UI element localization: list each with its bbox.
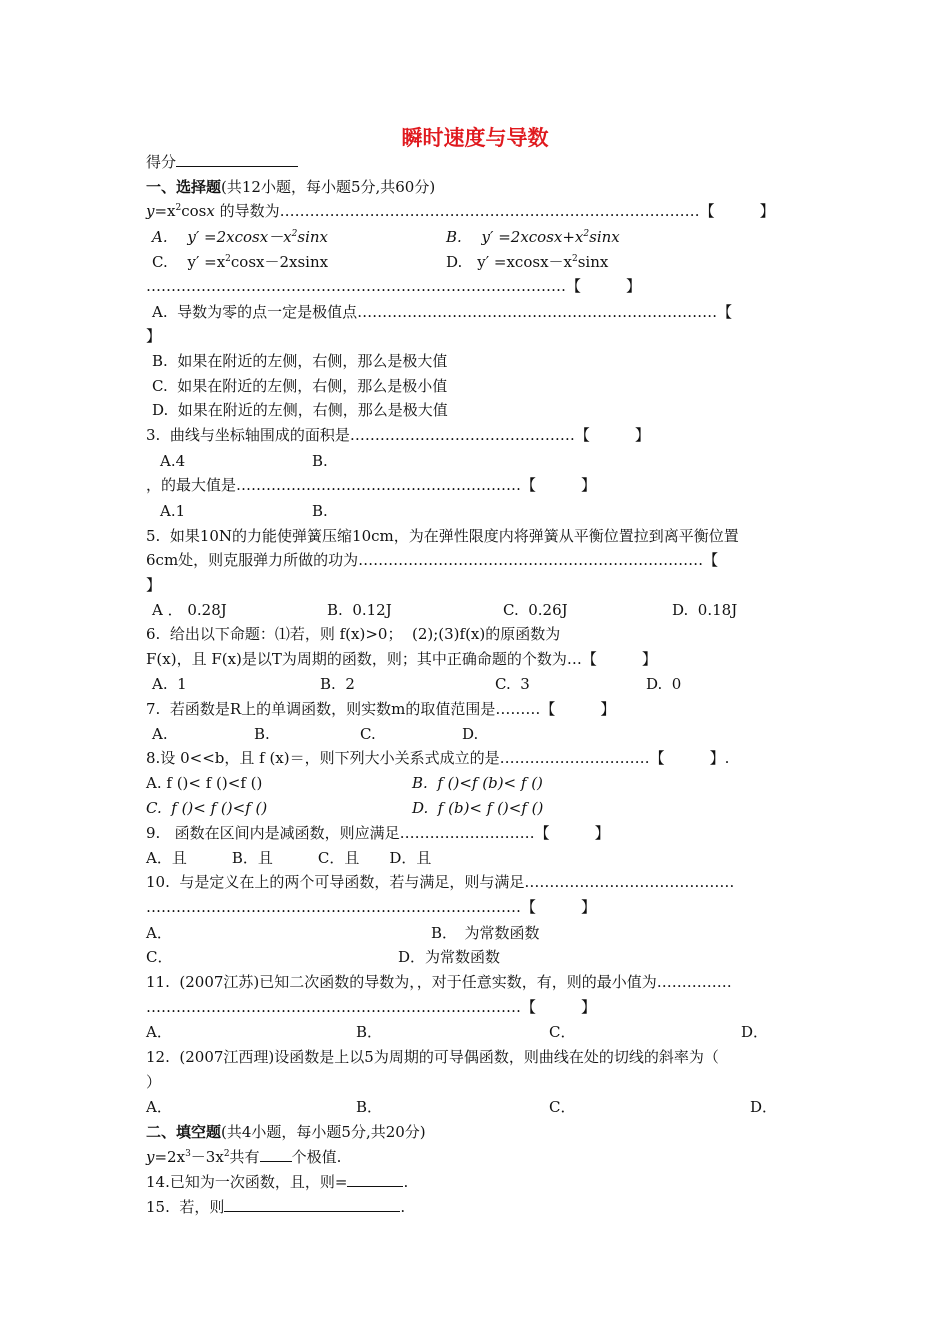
question-7-stem bbox=[146, 697, 615, 721]
q1-stem-cos: cos bbox=[181, 202, 207, 220]
q1-leader-dots: ………………………………………………………………………… bbox=[279, 202, 700, 220]
question-10-line-1: 10. 与是定义在上的两个可导函数，若与满足，则与满足…………………………………… bbox=[146, 873, 735, 891]
question-10-line-2 bbox=[146, 895, 596, 919]
q5-bracket-close[interactable]: 】 bbox=[146, 576, 162, 594]
question-12-line-2: ） bbox=[146, 1073, 162, 1091]
q10-option-b[interactable]: B． 为常数函数 bbox=[431, 924, 540, 942]
q6-option-b[interactable]: B. 2 bbox=[320, 675, 355, 693]
q2-bracket-close[interactable]: 】 bbox=[146, 327, 162, 345]
q5-bracket-open[interactable]: 【 bbox=[703, 551, 719, 569]
section-1-note: (共12小题，每小题5分,共60分) bbox=[221, 178, 436, 196]
q9-options[interactable]: A．且 B．且 C．且 D．且 bbox=[146, 849, 432, 867]
q10-option-a[interactable]: A． bbox=[146, 924, 172, 942]
question-4-stem bbox=[146, 473, 596, 497]
question-12-line-1: 12. (2007江西理)设函数是上以5为周期的可导偶函数，则曲线在处的切线的斜率为（ bbox=[146, 1048, 719, 1066]
q4-option-a[interactable]: A.1 bbox=[160, 502, 186, 520]
q13-term-1: =2x bbox=[154, 1148, 186, 1166]
q5-line-2-text: 6cm处，则克服弹力所做的功为…………………………………………………………… bbox=[146, 551, 704, 569]
section-2-note: (共4小题，每小题5分,共20分) bbox=[221, 1123, 426, 1141]
q8-option-c[interactable]: C. f ()< f ()<f () bbox=[146, 799, 268, 817]
question-8-stem bbox=[146, 746, 729, 770]
q1-option-a-text: A. y′ =2xcosx－x bbox=[152, 228, 292, 246]
question-3-stem bbox=[146, 423, 650, 447]
q11-option-b[interactable]: B． bbox=[356, 1023, 383, 1041]
q14-answer-blank[interactable] bbox=[347, 1170, 403, 1187]
q3-option-a[interactable]: A.4 bbox=[160, 452, 186, 470]
q1-option-a-sup: 2 bbox=[291, 229, 298, 239]
q4-answer-bracket[interactable]: 【 】 bbox=[521, 476, 597, 494]
q5-option-c[interactable]: C. 0.26J bbox=[503, 601, 568, 619]
question-13 bbox=[146, 1145, 341, 1169]
q8-option-a[interactable]: A. f ()< f ()<f () bbox=[146, 774, 263, 792]
question-6-line-2 bbox=[146, 647, 657, 671]
q7-text: 7. 若函数是R上的单调函数，则实数m的取值范围是……… bbox=[146, 700, 541, 718]
q1-stem-x: =x bbox=[154, 202, 176, 220]
q1-option-b-text: B. y′ =2xcosx+x bbox=[446, 228, 584, 246]
q1-option-c-tail: cosx－2xsinx bbox=[230, 253, 329, 271]
q6-answer-bracket[interactable]: 【 】 bbox=[581, 650, 657, 668]
q12-option-c[interactable]: C． bbox=[549, 1098, 576, 1116]
score-line bbox=[146, 150, 298, 174]
q13-sup-2: 2 bbox=[223, 1149, 230, 1159]
q11-answer-bracket[interactable]: 【 】 bbox=[521, 998, 597, 1016]
question-2-stem bbox=[146, 274, 641, 298]
q5-option-b[interactable]: B. 0.12J bbox=[327, 601, 392, 619]
q2-option-b[interactable]: B. 如果在附近的左侧，右侧，那么是极大值 bbox=[152, 352, 448, 370]
q10-option-d[interactable]: D．为常数函数 bbox=[398, 948, 501, 966]
section-1-heading bbox=[146, 175, 435, 199]
q9-answer-bracket[interactable]: 【 】 bbox=[534, 824, 610, 842]
q7-answer-bracket[interactable]: 【 】 bbox=[540, 700, 616, 718]
q13-answer-blank[interactable] bbox=[260, 1145, 292, 1162]
q7-option-d[interactable]: D. bbox=[462, 725, 479, 743]
q2-option-a[interactable] bbox=[152, 300, 732, 324]
page-title: 瞬时速度与导数 bbox=[401, 126, 549, 150]
question-11-line-1: 11. (2007江苏)已知二次函数的导数为，，对于任意实数，有，则的最小值为…………… bbox=[146, 973, 732, 991]
q1-option-c-text: C. y′ =x bbox=[152, 253, 226, 271]
q8-text: 8.设 0<<b，且 f (x)＝，则下列大小关系式成立的是………………………… bbox=[146, 749, 650, 767]
q8-answer-bracket[interactable]: 【 】. bbox=[649, 749, 730, 767]
q2-option-a-dots: ……………………………………………………………… bbox=[357, 303, 718, 321]
q15-answer-blank[interactable] bbox=[224, 1195, 400, 1212]
q5-option-d[interactable]: D. 0.18J bbox=[672, 601, 738, 619]
q6-option-a[interactable]: A. 1 bbox=[152, 675, 187, 693]
q3-answer-bracket[interactable]: 【 】 bbox=[574, 426, 650, 444]
q2-bracket-open[interactable]: 【 bbox=[717, 303, 733, 321]
q1-option-a[interactable] bbox=[152, 225, 328, 249]
question-14 bbox=[146, 1170, 408, 1194]
q14-text: 14.已知为一次函数，且，则= bbox=[146, 1173, 348, 1191]
section-2-label: 二、填空题 bbox=[146, 1123, 222, 1141]
q1-option-d-text: D. y′ =xcosx－x bbox=[446, 253, 572, 271]
q8-option-d[interactable]: D. f (b)< f ()<f () bbox=[412, 799, 544, 817]
q1-option-c[interactable] bbox=[152, 250, 328, 274]
q1-stem-text: 的导数为 bbox=[214, 202, 280, 220]
q1-option-d[interactable] bbox=[446, 250, 608, 274]
section-1-label: 一、选择题 bbox=[146, 178, 222, 196]
q1-option-b-sup: 2 bbox=[583, 229, 590, 239]
q1-option-d-tail: sinx bbox=[577, 253, 609, 271]
q6-option-d[interactable]: D. 0 bbox=[646, 675, 682, 693]
q2-option-a-text: A. 导数为零的点一定是极值点 bbox=[152, 303, 358, 321]
q1-stem-y: y bbox=[146, 202, 155, 220]
q11-line-2-dots: ………………………………………………………………… bbox=[146, 998, 521, 1016]
q6-option-c[interactable]: C. 3 bbox=[495, 675, 530, 693]
q7-option-a[interactable]: A. bbox=[152, 725, 168, 743]
q12-option-d[interactable]: D． bbox=[750, 1098, 778, 1116]
score-blank[interactable] bbox=[176, 150, 298, 167]
q4-option-b[interactable]: B. bbox=[312, 502, 328, 520]
q2-leader-dots: ………………………………………………………………………… bbox=[146, 277, 566, 295]
q1-option-c-sup: 2 bbox=[225, 254, 231, 264]
q11-option-c[interactable]: C． bbox=[549, 1023, 576, 1041]
q1-stem-sup: 2 bbox=[175, 203, 182, 213]
q13-sup-1: 3 bbox=[185, 1149, 191, 1159]
q13-text: 共有 bbox=[229, 1148, 260, 1166]
section-2-heading bbox=[146, 1120, 426, 1144]
q1-stem-var: x bbox=[206, 202, 215, 220]
question-9-stem bbox=[146, 821, 610, 845]
q4-text: ，的最大值是………………………………………………… bbox=[146, 476, 522, 494]
q11-option-a[interactable]: A． bbox=[146, 1023, 172, 1041]
question-5-line-2 bbox=[146, 548, 718, 572]
q10-line-2-dots: ………………………………………………………………… bbox=[146, 898, 521, 916]
q1-option-b[interactable] bbox=[446, 225, 620, 249]
q7-option-b[interactable]: B. bbox=[254, 725, 270, 743]
score-label: 得分 bbox=[146, 153, 177, 171]
q15-text: 15. 若，则 bbox=[146, 1198, 225, 1216]
q10-option-c[interactable]: C． bbox=[146, 948, 173, 966]
q6-line-2-text: F(x)，且 F(x)是以T为周期的函数，则；其中正确命题的个数为… bbox=[146, 650, 582, 668]
q15-text-end: . bbox=[400, 1198, 406, 1216]
q12-option-a[interactable]: A． bbox=[146, 1098, 172, 1116]
question-5-line-1: 5. 如果10N的力能使弹簧压缩10cm，为在弹性限度内将弹簧从平衡位置拉到离平衡位置 bbox=[146, 527, 739, 545]
q11-option-d[interactable]: D． bbox=[741, 1023, 769, 1041]
question-6-line-1: 6. 给出以下命题：⑴若，则 f(x)>0； (2);(3)f(x)的原函数为 bbox=[146, 625, 561, 643]
q8-option-b[interactable]: B. f ()<f (b)< f () bbox=[412, 774, 543, 792]
question-11-line-2 bbox=[146, 995, 596, 1019]
q1-answer-bracket[interactable]: 【 】 bbox=[699, 202, 775, 220]
question-1-stem bbox=[146, 199, 775, 223]
q12-option-b[interactable]: B． bbox=[356, 1098, 383, 1116]
q13-term-2: －3x bbox=[190, 1148, 224, 1166]
q1-option-a-tail: sinx bbox=[297, 228, 328, 246]
q9-text: 9. 函数在区间内是减函数，则应满足……………………… bbox=[146, 824, 535, 842]
q2-answer-bracket[interactable]: 【 】 bbox=[566, 277, 642, 295]
q13-var-y: y bbox=[146, 1148, 155, 1166]
question-15 bbox=[146, 1195, 405, 1219]
q14-text-end: . bbox=[403, 1173, 409, 1191]
q1-option-b-tail: sinx bbox=[589, 228, 620, 246]
q1-option-d-sup: 2 bbox=[571, 254, 578, 264]
q7-option-c[interactable]: C. bbox=[360, 725, 376, 743]
q2-option-c[interactable]: C. 如果在附近的左侧，右侧，那么是极小值 bbox=[152, 377, 448, 395]
q2-option-d[interactable]: D. 如果在附近的左侧，右侧，那么是极大值 bbox=[152, 401, 448, 419]
q5-option-a[interactable]: A ． 0.28J bbox=[152, 601, 227, 619]
q10-answer-bracket[interactable]: 【 】 bbox=[521, 898, 597, 916]
q3-text: 3. 曲线与坐标轴围成的面积是……………………………………… bbox=[146, 426, 575, 444]
q13-text-end: 个极值. bbox=[291, 1148, 342, 1166]
q3-option-b[interactable]: B. bbox=[312, 452, 328, 470]
